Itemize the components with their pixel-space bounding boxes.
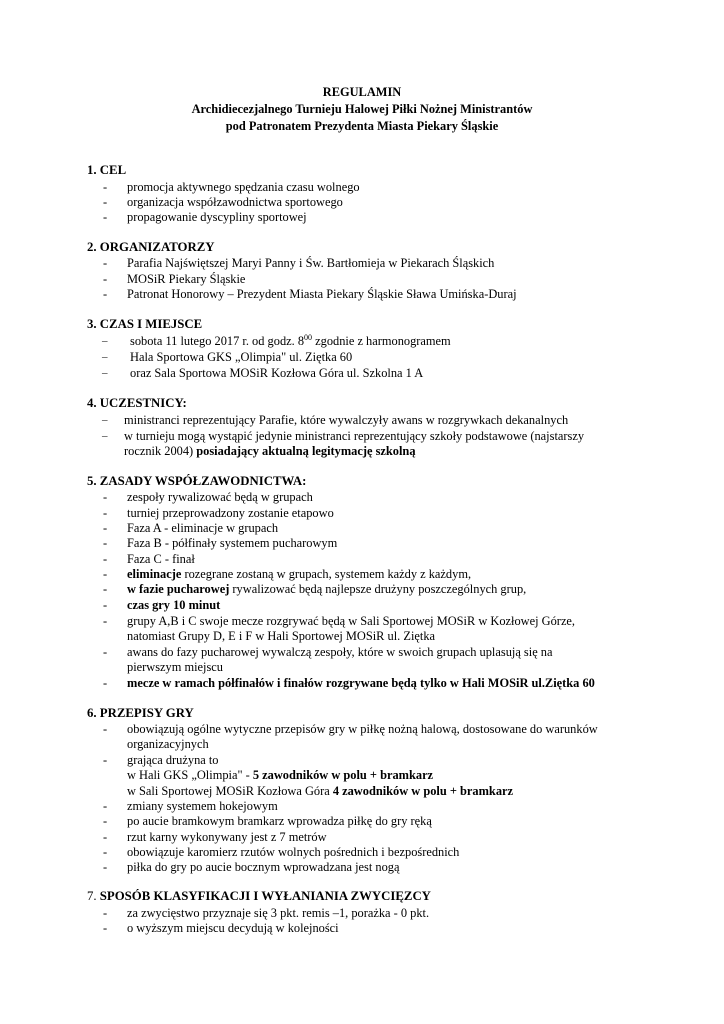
bullet-dash: - — [103, 521, 108, 535]
list-item-text: mecze w ramach półfinałów i finałów rozgrywane będą tylko w Hali MOSiR ul.Ziętka 60 — [127, 676, 595, 690]
list-item-text: za zwycięstwo przyznaje się 3 pkt. remis –1, porażka - 0 pkt. — [127, 906, 430, 920]
list-item-text: Patronat Honorowy – Prezydent Miasta Piekary Śląskie Sława Umińska-Duraj — [127, 287, 517, 301]
list-item-text: propagowanie dyscypliny sportowej — [127, 210, 307, 224]
section-heading-klasyfikacja: 7. SPOSÓB KLASYFIKACJI I WYŁANIANIA ZWYCIĘZCY — [87, 889, 431, 903]
bullet-dash: - — [103, 180, 108, 194]
bullet-dash: - — [103, 814, 108, 828]
list-item-text: promocja aktywnego spędzania czasu wolnego — [127, 180, 360, 194]
bullet-dash: - — [103, 506, 108, 520]
document-title: REGULAMIN — [322, 85, 402, 99]
bullet-dash: - — [103, 753, 108, 767]
list-item-text: ministranci reprezentujący Parafie, które wywalczyły awans w rozgrywkach dekanalnych — [124, 413, 569, 427]
list-item-text: w Sali Sportowej MOSiR Kozłowa Góra 4 zawodników w polu + bramkarz — [127, 784, 514, 798]
list-item-text: sobota 11 lutego 2017 r. od godz. $8^{00}$ zgodnie z harmonogramem — [130, 332, 451, 348]
section-heading-cel: 1. CEL — [87, 163, 127, 177]
list-item-text: Faza C - finał — [127, 552, 195, 566]
bullet-dash: – — [102, 351, 108, 363]
list-item-text: organizacja współzawodnictwa sportowego — [127, 195, 343, 209]
document-subtitle: Archidiecezjalnego Turnieju Halowej Piłki Nożnej Ministrantów — [191, 102, 533, 116]
bullet-dash: - — [103, 614, 108, 628]
bullet-dash: - — [103, 799, 108, 813]
bullet-dash: – — [102, 414, 108, 426]
bullet-dash: - — [103, 582, 108, 596]
list-item-text: turniej przeprowadzony zostanie etapowo — [127, 506, 334, 520]
section-heading-uczestnicy: 4. UCZESTNICY: — [87, 396, 187, 410]
list-item-text: pierwszym miejscu — [127, 660, 224, 674]
bullet-dash: - — [103, 722, 108, 736]
list-item-text: zespoły rywalizować będą w grupach — [127, 490, 313, 504]
list-item-text: w fazie pucharowej rywalizować będą najlepsze drużyny poszczególnych grup, — [127, 582, 527, 596]
document-subtitle: pod Patronatem Prezydenta Miasta Piekary Śląskie — [225, 119, 499, 133]
list-item-text: eliminacje rozegrane zostaną w grupach, systemem każdy z każdym, — [127, 567, 472, 581]
list-item-text: Parafia Najświętszej Maryi Panny i Św. Bartłomieja w Piekarach Śląskich — [127, 256, 495, 270]
bullet-dash: - — [103, 490, 108, 504]
bullet-dash: - — [103, 195, 108, 209]
list-item-text: grająca drużyna to — [127, 753, 219, 767]
bullet-dash: - — [103, 287, 108, 301]
section-heading-przepisy: 6. PRZEPISY GRY — [87, 706, 194, 720]
list-item-text: obowiązują ogólne wytyczne przepisów gry w piłkę nożną halową, dostosowane do warunków — [127, 722, 598, 736]
list-item-text: organizacyjnych — [127, 737, 209, 751]
list-item-text: o wyższym miejscu decydują w kolejności — [127, 921, 339, 935]
section-heading-czas-miejsce: 3. CZAS I MIEJSCE — [87, 317, 203, 331]
bullet-dash: - — [103, 906, 108, 920]
bullet-dash: - — [103, 921, 108, 935]
list-item-text: w Hali GKS „Olimpia" - 5 zawodników w polu + bramkarz — [127, 768, 434, 782]
list-item-text: po aucie bramkowym bramkarz wprowadza piłkę do gry ręką — [127, 814, 432, 828]
bullet-dash: – — [102, 335, 108, 347]
bullet-dash: - — [103, 567, 108, 581]
list-item-text: MOSiR Piekary Śląskie — [127, 272, 246, 286]
bullet-dash: - — [103, 830, 108, 844]
bullet-dash: - — [103, 272, 108, 286]
bullet-dash: - — [103, 210, 108, 224]
list-item-text: czas gry 10 minut — [127, 598, 221, 612]
list-item-text: grupy A,B i C swoje mecze rozgrywać będą w Sali Sportowej MOSiR w Kozłowej Górze, — [127, 614, 576, 628]
section-heading-zasady: 5. ZASADY WSPÓŁZAWODNICTWA: — [87, 474, 307, 488]
bullet-dash: - — [103, 860, 108, 874]
list-item-text: piłka do gry po aucie bocznym wprowadzana jest nogą — [127, 860, 400, 874]
list-item-text: Faza A - eliminacje w grupach — [127, 521, 279, 535]
bullet-dash: – — [102, 367, 108, 379]
bullet-dash: - — [103, 552, 108, 566]
list-item-text: Hala Sportowa GKS „Olimpia" ul. Ziętka 60 — [130, 350, 353, 364]
section-heading-organizatorzy: 2. ORGANIZATORZY — [87, 240, 215, 254]
bullet-dash: - — [103, 256, 108, 270]
list-item-text: natomiast Grupy D, E i F w Hali Sportowej MOSiR ul. Ziętka — [127, 629, 436, 643]
bullet-dash: - — [103, 845, 108, 859]
list-item-text: zmiany systemem hokejowym — [127, 799, 278, 813]
bullet-dash: - — [103, 645, 108, 659]
bullet-dash: - — [103, 536, 108, 550]
list-item-text: oraz Sala Sportowa MOSiR Kozłowa Góra ul. Szkolna 1 A — [130, 366, 424, 380]
list-item-text: awans do fazy pucharowej wywalczą zespoły, które w swoich grupach uplasują się na — [127, 645, 553, 659]
list-item-text: w turnieju mogą wystąpić jedynie ministranci reprezentujący szkoły podstawowe (najstarszy — [124, 429, 585, 443]
list-item-text: Faza B - półfinały systemem pucharowym — [127, 536, 338, 550]
bullet-dash: - — [103, 598, 108, 612]
list-item-text: rocznik 2004) posiadający aktualną legitymację szkolną — [124, 444, 416, 458]
list-item-text: obowiązuje karomierz rzutów wolnych pośrednich i bezpośrednich — [127, 845, 460, 859]
bullet-dash: - — [103, 676, 108, 690]
list-item-text: rzut karny wykonywany jest z 7 metrów — [127, 830, 327, 844]
bullet-dash: – — [102, 430, 108, 442]
